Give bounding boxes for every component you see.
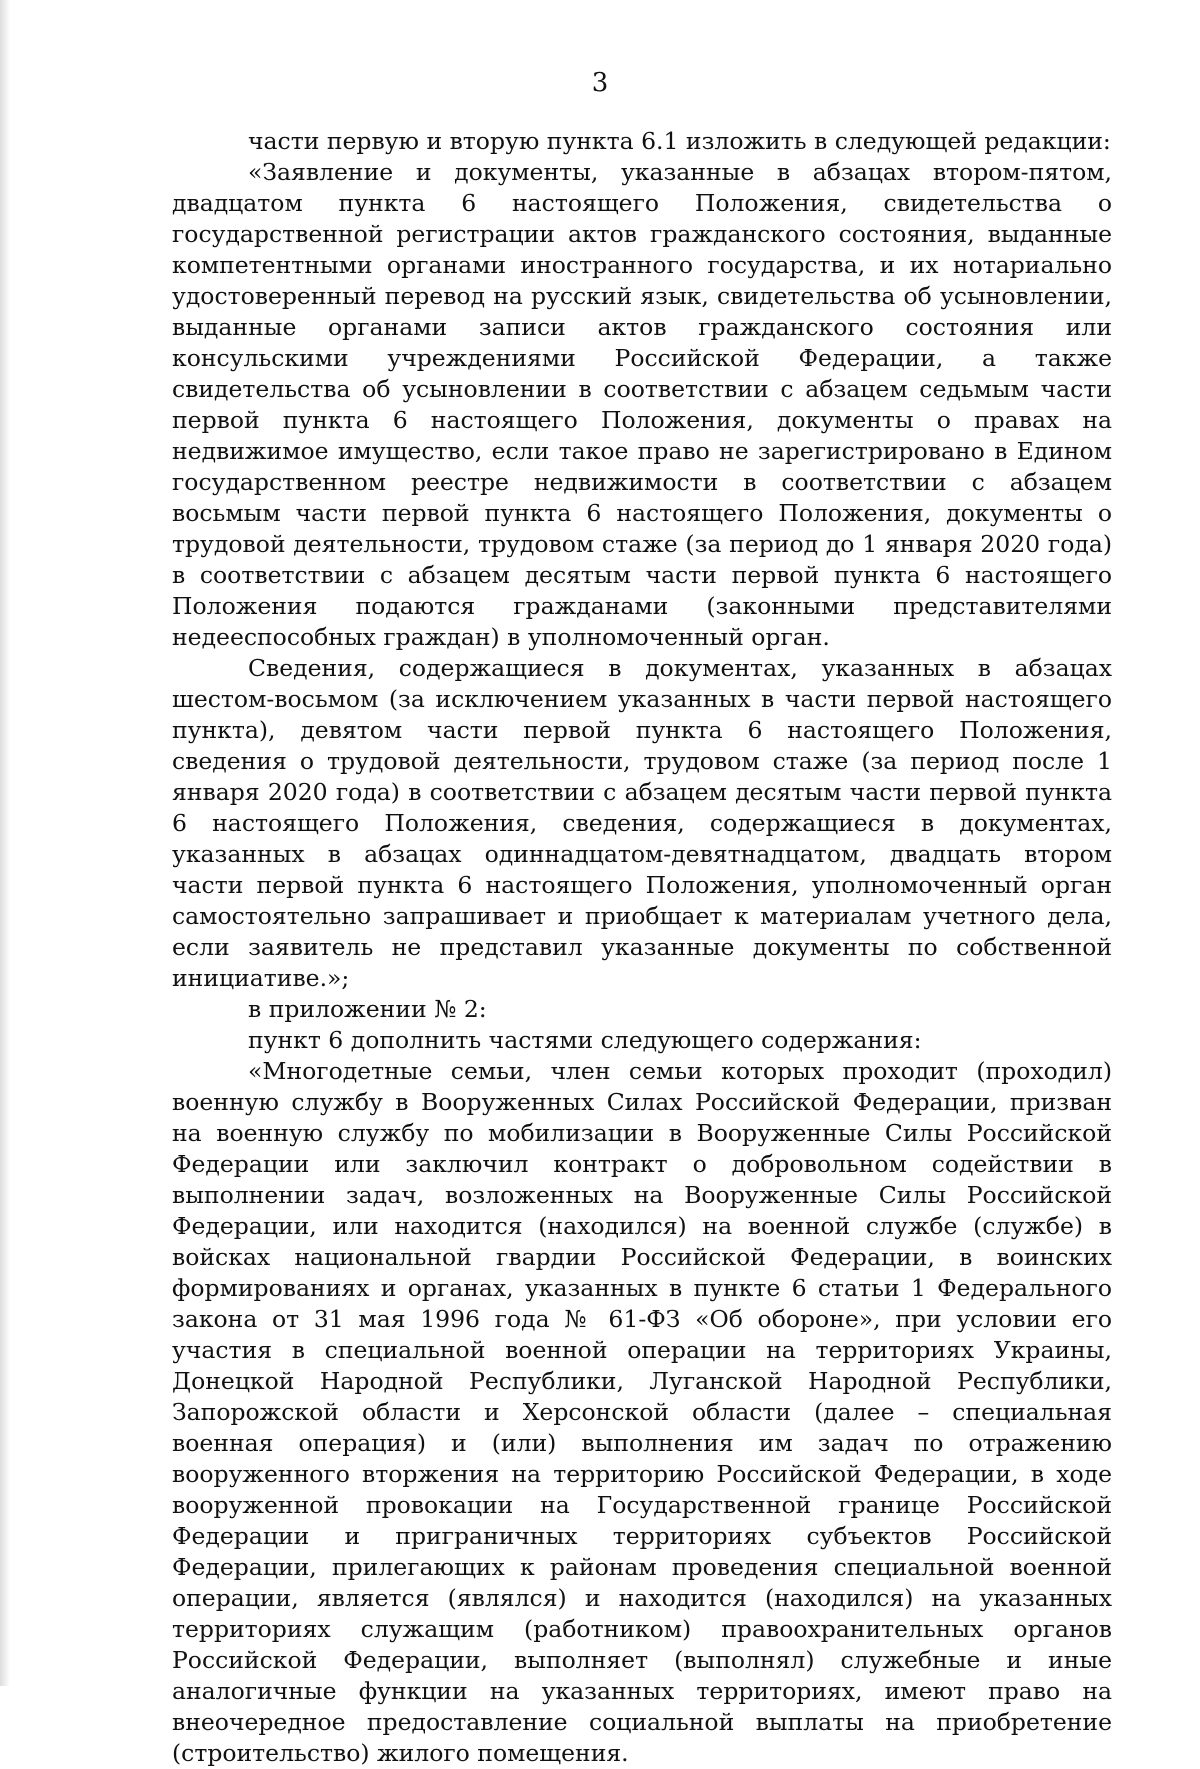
paragraph-information-requests: Сведения, содержащиеся в документах, указанных в абзацах шестом-восьмом (за исключением указанных в части первой настоящего пункта), девятом части первой пункта 6 настоящего Положения, сведения о трудовой деятельности, трудовом стаже (за период после 1 января 2020 года) в соответствии с абзацем десятым части первой пункта 6 настоящего Положения, сведения, содержащиеся в документах, указанных в абзацах одиннадцатом-девятнадцатом, двадцать втором части первой пункта 6 настоящего Положения, уполномоченный орган самостоятельно запрашивает и приобщает к материалам учетного дела, если заявитель не представил указанные документы по собственной инициативе.»; — [172, 654, 1112, 992]
paragraph-application-documents: «Заявление и документы, указанные в абзацах втором-пятом, двадцатом пункта 6 настоящего Положения, свидетельства о государственной регистрации актов гражданского состояния, выданные компетентными органами иностранного государства, и их нотариально удостоверенный перевод на русский язык, свидетельства об усыновлении, выданные органами записи актов гражданского состояния или консульскими учреждениями Российской Федерации, а также свидетельства об усыновлении в соответствии с абзацем седьмым части первой пункта 6 настоящего Положения, документы о правах на недвижимое имущество, если такое право не зарегистрировано в Едином государственном реестре недвижимости в соответствии с абзацем восьмым части первой пункта 6 настоящего Положения, документы о трудовой деятельности, трудовом стаже (за период до 1 января 2020 года) в соответствии с абзацем десятым части первой пункта 6 настоящего Положения подаются гражданами (законными представителями недееспособных граждан) в уполномоченный орган. — [172, 158, 1112, 651]
paragraph-item-6-addition: пункт 6 дополнить частями следующего содержания: — [248, 1026, 922, 1054]
document-body — [172, 126, 1112, 1769]
page-number: 3 — [591, 68, 609, 98]
paragraph-intro: части первую и вторую пункта 6.1 изложить в следующей редакции: — [248, 127, 1111, 155]
scan-edge-shadow — [0, 0, 10, 1686]
paragraph-large-families-right: «Многодетные семьи, член семьи которых проходит (проходил) военную службу в Вооруженных Силах Российской Федерации, призван на военную службу по мобилизации в Вооруженные Силы Российской Федерации или заключил контракт о добровольном содействии в выполнении задач, возложенных на Вооруженные Силы Российской Федерации, или находится (находился) на военной службе (службе) в войсках национальной гвардии Российской Федерации, в воинских формированиях и органах, указанных в пункте 6 статьи 1 Федерального закона от 31 мая 1996 года № 61-ФЗ «Об обороне», при условии его участия в специальной военной операции на территориях Украины, Донецкой Народной Республики, Луганской Народной Республики, Запорожской области и Херсонской области (далее – специальная военная операция) и (или) выполнения им задач по отражению вооруженного вторжения на территорию Российской Федерации, в ходе вооруженной провокации на Государственной границе Российской Федерации и приграничных территориях субъектов Российской Федерации, прилегающих к районам проведения специальной военной операции, является (являлся) и находится (находился) на указанных территориях служащим (работником) правоохранительных органов Российской Федерации, выполняет (выполнял) служебные и иные аналогичные функции на указанных территориях, имеют право на внеочередное предоставление социальной выплаты на приобретение (строительство) жилого помещения. — [172, 1057, 1112, 1767]
paragraph-appendix-2: в приложении № 2: — [248, 995, 487, 1023]
